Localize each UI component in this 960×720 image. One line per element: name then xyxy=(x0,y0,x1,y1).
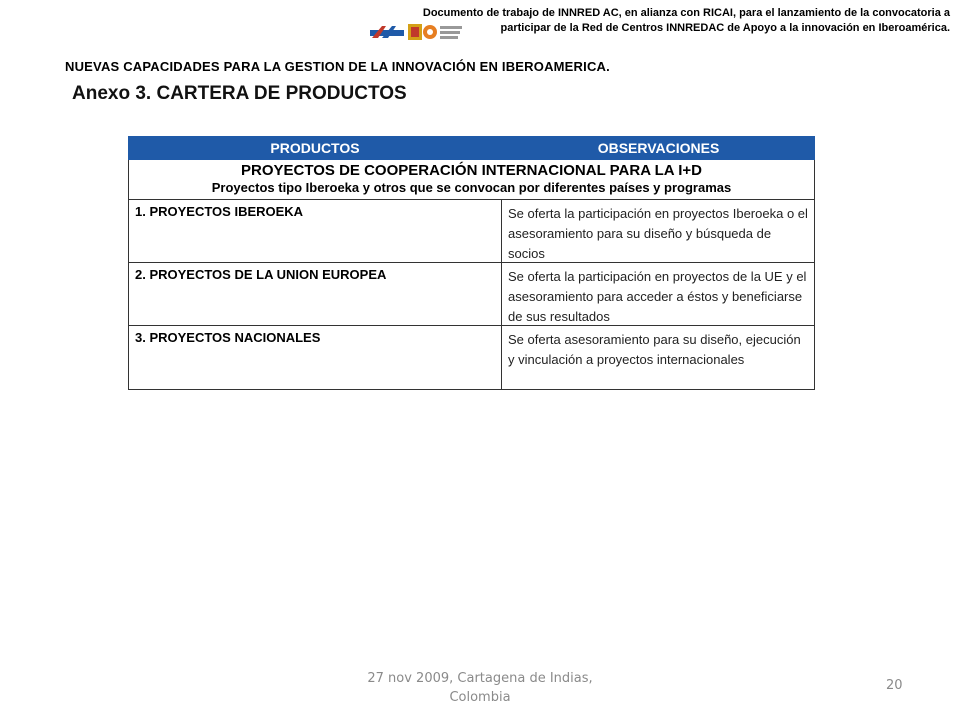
footer-date: 27 nov 2009, Cartagena de Indias, Colombia xyxy=(367,671,593,705)
main-heading: NUEVAS CAPACIDADES PARA LA GESTION DE LA INNOVACIÓN EN IBEROAMERICA. xyxy=(65,59,610,74)
section-subtitle: Proyectos tipo Iberoeka y otros que se convocan por diferentes países y programas xyxy=(211,180,732,195)
page-number: 20 xyxy=(886,678,903,693)
observation-cell: Se oferta la participación en proyectos Iberoeka o el asesoramiento para su diseño y búsqueda de socios xyxy=(508,206,808,261)
header-note-line2: participar de la Red de Centros INNREDAC de Apoyo a la innovación en Iberoamérica. xyxy=(500,22,950,34)
table-row xyxy=(128,326,815,390)
slide-title: Anexo 3. CARTERA DE PRODUCTOS xyxy=(72,83,407,104)
product-cell: 2. PROYECTOS DE LA UNION EUROPEA xyxy=(129,263,502,325)
header-products: PRODUCTOS xyxy=(270,140,360,156)
header-note-line1: Documento de trabajo de INNRED AC, en alianza con RICAI, para el lanzamiento de la convocatoria a xyxy=(422,7,950,19)
table-row xyxy=(128,263,815,326)
table-header-row xyxy=(128,136,815,160)
table-row xyxy=(128,200,815,263)
innred-logo-icon xyxy=(368,20,464,44)
partner-logos xyxy=(368,20,464,44)
observation-cell: Se oferta asesoramiento para su diseño, ejecución y vinculación a proyectos internacionales xyxy=(508,332,801,367)
product-cell: 3. PROYECTOS NACIONALES xyxy=(129,326,502,389)
observation-cell: Se oferta la participación en proyectos de la UE y el asesoramiento para acceder a éstos y beneficiarse de sus resultados xyxy=(508,269,807,324)
table-section-heading xyxy=(128,160,815,200)
product-cell: 1. PROYECTOS IBEROEKA xyxy=(129,200,502,262)
section-title: PROYECTOS DE COOPERACIÓN INTERNACIONAL PARA LA I+D xyxy=(240,162,702,179)
header-observations: OBSERVACIONES xyxy=(597,140,720,156)
products-table xyxy=(128,136,815,390)
